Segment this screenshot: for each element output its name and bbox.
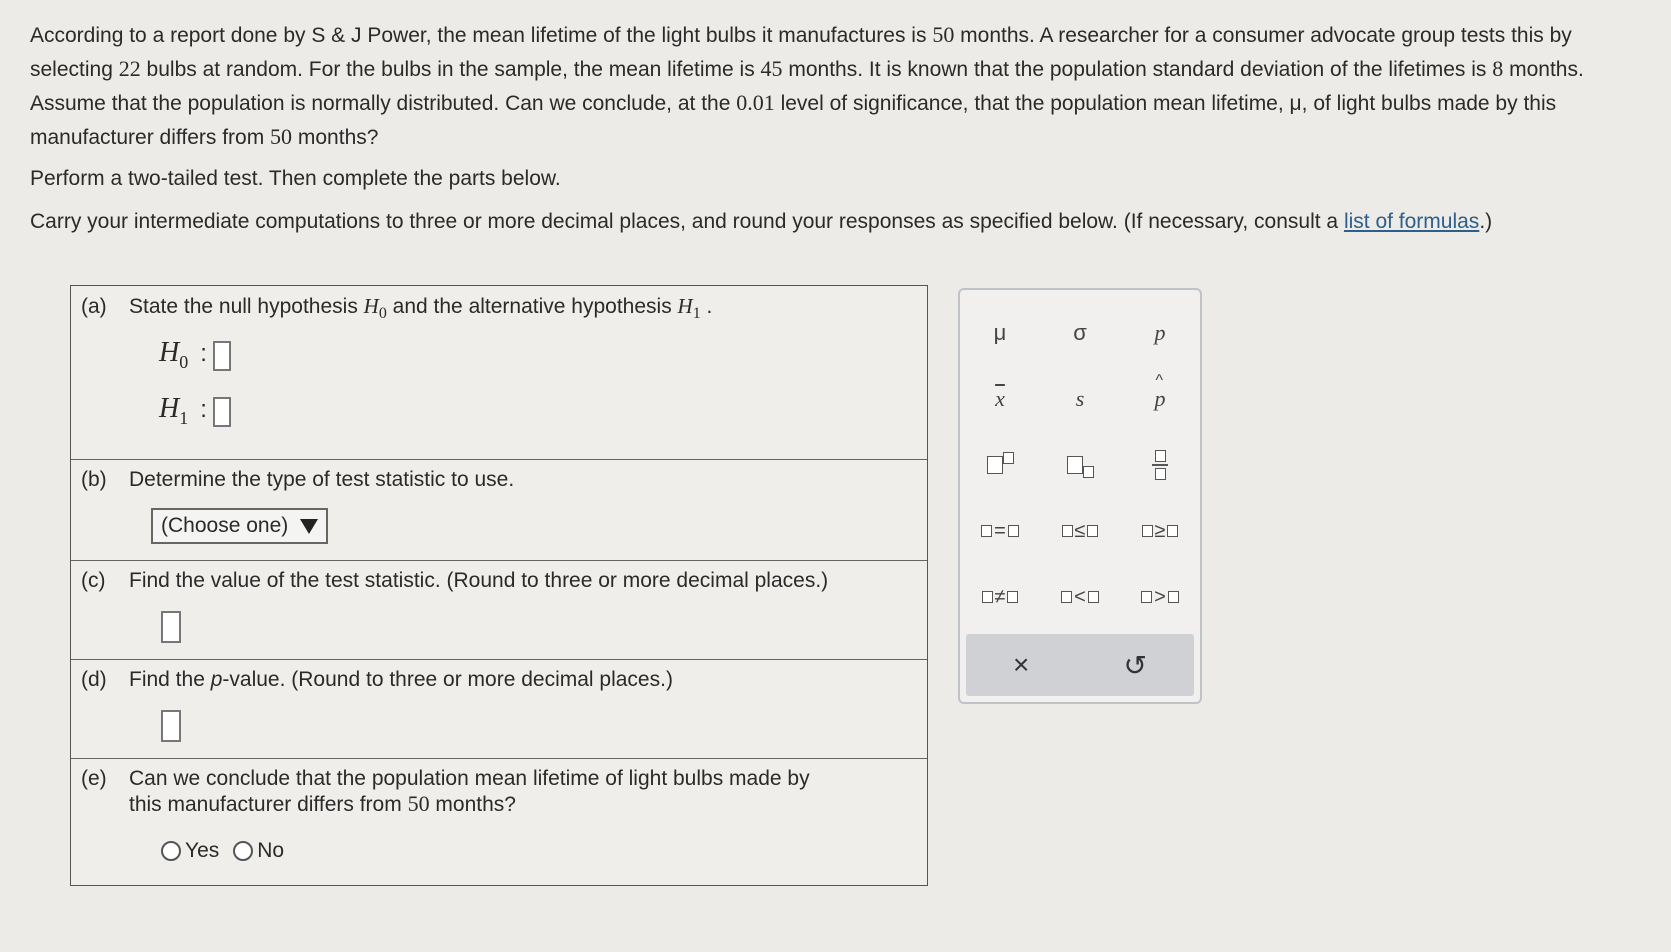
box-small-icon [1083, 466, 1094, 478]
symbol-palette [958, 288, 1202, 704]
no-radio[interactable]: No [233, 839, 284, 863]
part-d: (d) Find the p-value. (Round to three or more decimal places.) [71, 660, 927, 759]
part-e: (e) Can we conclude that the population mean lifetime of light bulbs made by this manufacturer differs from 50 months? Yes No [81, 767, 810, 863]
radio-circle-icon [161, 841, 181, 861]
clear-icon[interactable]: × [1013, 649, 1030, 680]
mu-button[interactable]: μ [993, 320, 1007, 345]
undo-icon[interactable]: ↺ [1123, 649, 1147, 681]
box-small-icon [1003, 452, 1014, 464]
greater-than-button[interactable]: > [1120, 564, 1200, 630]
x-bar-button[interactable]: $\overline{x}$ [995, 386, 1005, 411]
alt-hypothesis-row: H1 : [159, 393, 917, 449]
not-equal-button[interactable]: ≠ [960, 564, 1040, 630]
problem-paragraph: According to a report done by S & J Power, the mean lifetime of the light bulbs it manufactures is 50 months. A researcher for a consumer advocate group tests this by selecting 22 bulbs at random. For the bulbs in the sample, the mean lifetime is 45 months. It is known that the population standard deviation of the lifetimes is 8 months. Assume that the population is normally distributed. Can we conclude, at the 0.01 level of significance, that the population mean lifetime, μ, of light bulbs made by this manufacturer differs from 50 months? [30, 22, 1584, 149]
hat-icon: ^ [1155, 372, 1164, 389]
greater-equal-button[interactable]: ≥ [1120, 498, 1200, 564]
p-button[interactable]: p [1154, 320, 1166, 345]
question-table [70, 285, 928, 886]
null-hypothesis-input[interactable] [213, 341, 231, 371]
fraction-icon [1152, 450, 1168, 480]
sigma-button[interactable]: σ [1073, 320, 1087, 345]
part-a: (a) State the null hypothesis $H_0$ and the alternative hypothesis $H_1$ . H0 : H1 : [71, 286, 927, 460]
instruction-rounding: Carry your intermediate computations to three or more decimal places, and round your responses as specified below. (If necessary, consult a list of formulas.) [30, 210, 1493, 233]
p-hat-button[interactable]: ^ p [1154, 372, 1166, 411]
alt-hypothesis-input[interactable] [213, 397, 231, 427]
radio-circle-icon [233, 841, 253, 861]
dropdown-arrow-icon [300, 519, 318, 534]
fraction-button[interactable] [1120, 432, 1200, 498]
test-statistic-input[interactable] [161, 611, 181, 643]
part-b: (b) Determine the type of test statistic to use. (Choose one) [71, 460, 927, 561]
box-icon [1067, 456, 1083, 474]
subscript-button[interactable] [1040, 432, 1120, 498]
problem-statement [30, 18, 1620, 238]
box-icon [987, 456, 1003, 474]
p-value-input[interactable] [161, 710, 181, 742]
yes-radio[interactable]: Yes [161, 839, 219, 863]
less-than-button[interactable]: < [1040, 564, 1120, 630]
part-c: (c) Find the value of the test statistic. (Round to three or more decimal places.) [71, 561, 927, 660]
s-button[interactable]: s [1075, 386, 1085, 411]
null-hypothesis-row: H0 : [159, 337, 917, 393]
test-statistic-select[interactable]: (Choose one) [151, 508, 328, 544]
superscript-button[interactable] [960, 432, 1040, 498]
equals-button[interactable]: = [960, 498, 1040, 564]
formulas-link[interactable]: list of formulas [1343, 210, 1480, 233]
less-equal-button[interactable]: ≤ [1040, 498, 1120, 564]
palette-actions [966, 634, 1194, 696]
instruction-two-tailed: Perform a two-tailed test. Then complete the parts below. [30, 167, 561, 190]
